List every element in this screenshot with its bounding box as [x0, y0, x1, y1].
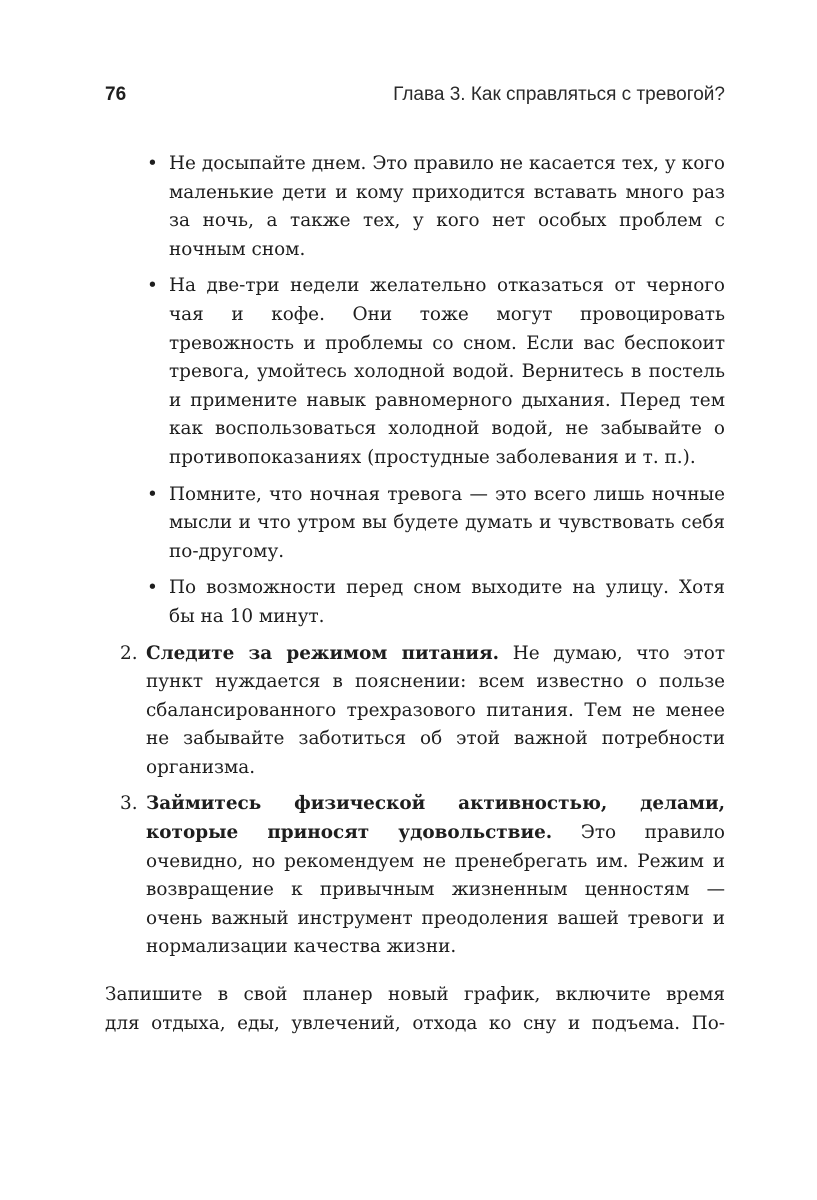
numbered-item-3 — [105, 790, 725, 962]
closing-paragraph — [105, 981, 725, 1038]
bullet-list — [105, 150, 725, 632]
item-text: Не думаю, что этот пункт нуждается в пояснении: всем известно о пользе сбалансированного трехразового питания. Тем не менее не забывайте заботиться об этой важной потребности организма. — [146, 642, 726, 778]
item-text: Это правило очевидно, но рекомендуем не пренебрегать им. Режим и возвращение к привычным жизненным ценностям — очень важный инструмент преодоления вашей тревоги и нормализации качества жизни. — [146, 822, 725, 958]
paragraph-line: Запишите в свой планер новый график, включите время — [105, 984, 725, 1006]
page-header — [105, 84, 725, 112]
bullet-item: • Не досыпайте днем. Это правило не касается тех, у кого маленькие дети и кому приходится вставать много раз за ночь, а также тех, у кого нет особых проблем с ночным сном. — [169, 150, 725, 264]
paragraph-line: для отдыха, еды, увлечений, отхода ко сну и подъема. По- — [105, 1012, 725, 1034]
page-number: 76 — [105, 84, 127, 105]
item-number: 2. — [120, 642, 138, 664]
bullet-item: • По возможности перед сном выходите на улицу. Хотя бы на 10 минут. — [169, 574, 725, 631]
page-body — [105, 150, 725, 1038]
numbered-item-2 — [105, 640, 725, 783]
item-heading: Следите за режимом питания. — [146, 642, 500, 664]
item-heading: Займитесь физической активностью, делами, которые приносят удовольствие. — [146, 793, 725, 844]
bullet-item: • Помните, что ночная тревога — это всего лишь ночные мысли и что утром вы будете думать и чувствовать себя по-другому. — [169, 481, 725, 567]
item-number: 3. — [120, 793, 138, 815]
running-head: Глава 3. Как справляться с тревогой? — [393, 84, 725, 105]
bullet-item: • На две-три недели желательно отказаться от черного чая и кофе. Они тоже могут провоцировать тревожность и проблемы со сном. Если вас беспокоит тревога, умойтесь холодной водой. Вернитесь в постель и примените навык равномерного дыхания. Перед тем как воспользоваться холодной водой, не забывайте о противопоказаниях (простудные заболевания и т. п.). — [169, 272, 725, 472]
